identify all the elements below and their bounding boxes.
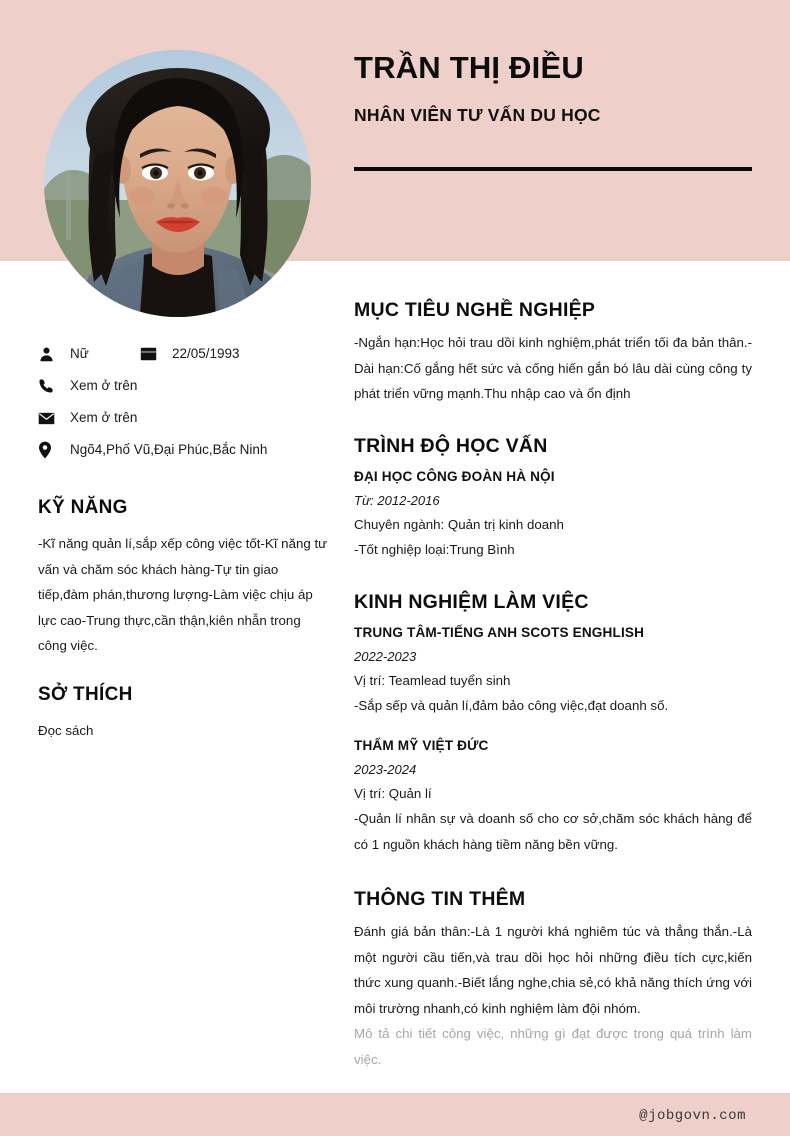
- education-entry: [354, 466, 752, 563]
- contact-phone: [38, 377, 137, 395]
- experience-entry: [354, 735, 752, 858]
- contact-birthdate: [140, 345, 240, 363]
- candidate-role: NHÂN VIÊN TƯ VẤN DU HỌC: [354, 105, 601, 125]
- experience-entry-date: 2022-2023: [354, 648, 417, 664]
- sidebar: [38, 338, 328, 743]
- phone-icon: [38, 377, 58, 395]
- footer-watermark: @jobgovn.com: [639, 1108, 746, 1124]
- location-pin-icon: [38, 441, 58, 459]
- experience-entry-org: TRUNG TÂM-TIẾNG ANH SCOTS ENGHLISH: [354, 624, 645, 640]
- extra-info-section-title: THÔNG TIN THÊM: [354, 888, 526, 910]
- contact-gender-value: Nữ: [70, 346, 89, 361]
- experience-entry-line: -Quản lí nhân sự và doanh số cho cơ sở,chăm sóc khách hàng để có 1 nguồn khách hàng tiềm năng bền vững.: [354, 811, 752, 852]
- extra-info-section-body: Đánh giá bản thân:-Là 1 người khá nghiêm túc và thẳng thắn.-Là một người cầu tiến,và trau dồi học hỏi những điều tích cực,kiến thức xung quanh.-Biết lắng nghe,chia sẻ,có khả năng thích ứng với môi trường nhanh,có kinh nghiệm làm đội nhóm.: [354, 924, 752, 1016]
- hobbies-section-body: Đọc sách: [38, 722, 94, 738]
- skills-section-body: -Kĩ năng quản lí,sắp xếp công việc tốt-Kĩ năng tư vấn và chăm sóc khách hàng-Tự tin giao tiếp,đàm phán,thương lượng-Làm việc chịu áp lực cao-Trung thực,cần thận,kiên nhẫn trong công việc.: [38, 536, 328, 653]
- skills-section-title: KỸ NĂNG: [38, 497, 128, 518]
- envelope-icon: [38, 409, 58, 427]
- education-entry-line: Chuyên ngành: Quản trị kinh doanh: [354, 516, 564, 532]
- candidate-name: TRẦN THỊ ĐIỀU: [354, 50, 584, 85]
- objective-section: [354, 298, 752, 407]
- experience-section: [354, 590, 752, 858]
- contact-row: [38, 402, 328, 434]
- hobbies-section-title: SỞ THÍCH: [38, 683, 133, 705]
- experience-entry-line: Vị trí: Teamlead tuyển sinh: [354, 672, 511, 688]
- contact-address: [38, 441, 267, 459]
- avatar: [44, 50, 311, 317]
- education-section-title: TRÌNH ĐỘ HỌC VẤN: [354, 434, 548, 457]
- education-section: [354, 434, 752, 563]
- extra-info-placeholder-text: Mô tả chi tiết công việc, những gì đạt được trong quá trình làm việc.: [354, 1026, 752, 1067]
- experience-entry-line: -Sắp sếp và quản lí,đảm bảo công việc,đạt doanh số.: [354, 698, 669, 713]
- contact-phone-value: Xem ở trên: [70, 378, 138, 393]
- contact-gender: [38, 345, 140, 363]
- contact-row: [38, 338, 328, 370]
- experience-entry-date: 2023-2024: [354, 761, 417, 777]
- contact-birthdate-value: 22/05/1993: [172, 346, 240, 361]
- contact-row: [38, 434, 328, 466]
- contact-list: [38, 338, 328, 466]
- person-icon: [38, 345, 58, 363]
- objective-section-title: MỤC TIÊU NGHỀ NGHIỆP: [354, 299, 596, 321]
- education-entry-line: -Tốt nghiệp loại:Trung Bình: [354, 542, 515, 557]
- main-content: [354, 298, 752, 1072]
- experience-entry-line: Vị trí: Quản lí: [354, 785, 432, 801]
- extra-info-section: [354, 887, 752, 1072]
- experience-entry-org: THẨM MỸ VIỆT ĐỨC: [354, 737, 489, 753]
- contact-email: [38, 409, 137, 427]
- experience-entry: [354, 622, 752, 719]
- education-entry-org: ĐẠI HỌC CÔNG ĐOÀN HÀ NỘI: [354, 468, 555, 484]
- education-entry-date: Từ: 2012-2016: [354, 492, 440, 508]
- experience-section-title: KINH NGHIỆM LÀM VIỆC: [354, 590, 589, 613]
- header-identity: [354, 48, 754, 127]
- objective-section-body: -Ngắn hạn:Học hỏi trau dồi kinh nghiệm,phát triển tối đa bản thân.-Dài hạn:Cố gắng hết sức và cống hiến gắn bó lâu dài cùng công ty phát triển vững mạnh.Thu nhập cao và ổn định: [354, 335, 752, 401]
- contact-row: [38, 370, 328, 402]
- calendar-icon: [140, 345, 160, 363]
- portrait-image: [44, 50, 311, 317]
- contact-email-value: Xem ở trên: [70, 410, 138, 425]
- header-divider-rule: [354, 167, 752, 171]
- contact-address-value: Ngõ4,Phố Vũ,Đại Phúc,Bắc Ninh: [70, 442, 268, 457]
